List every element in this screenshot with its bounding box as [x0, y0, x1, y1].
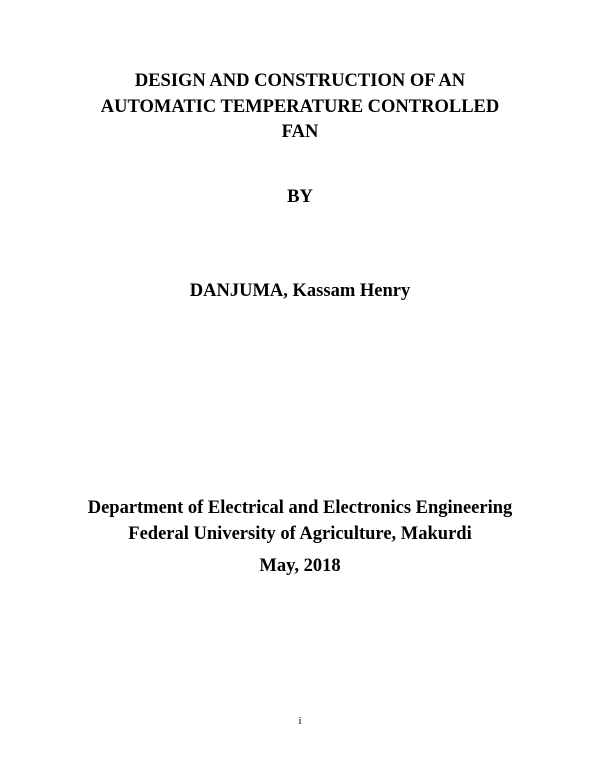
title-line-1: DESIGN AND CONSTRUCTION OF AN [134, 71, 466, 91]
title-line-2: AUTOMATIC TEMPERATURE CONTROLLED [100, 97, 500, 117]
department-name: Department of Electrical and Electronics Engineering [87, 498, 513, 518]
institution-name: Federal University of Agriculture, Makurdi [128, 524, 472, 544]
author-name: DANJUMA, Kassam Henry [189, 281, 411, 301]
submission-date: May, 2018 [259, 556, 341, 576]
by-label: BY [287, 187, 313, 207]
title-line-3: FAN [281, 122, 319, 142]
page-number: i [298, 715, 302, 727]
